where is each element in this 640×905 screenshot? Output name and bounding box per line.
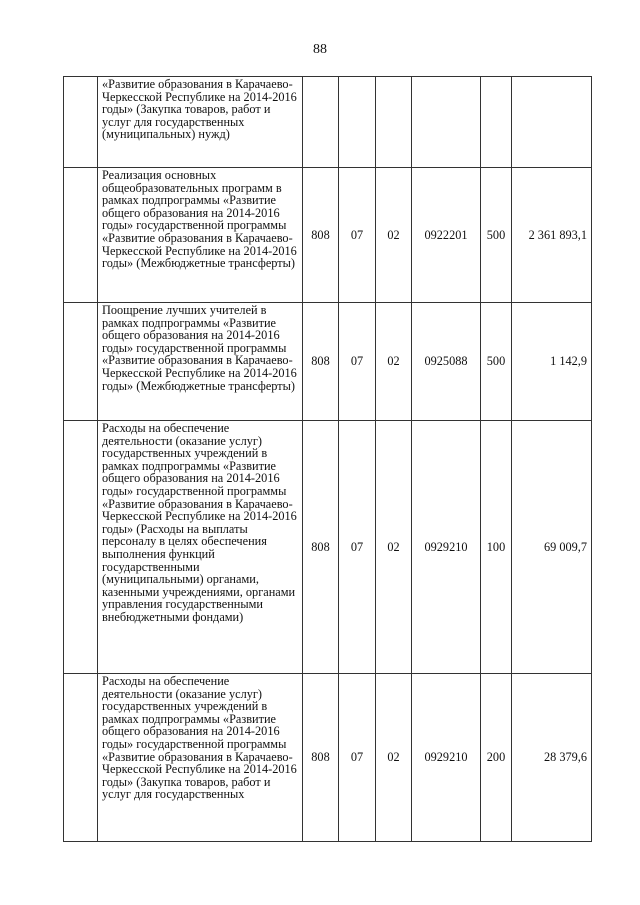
subsection-cell: [376, 77, 412, 168]
subsection-cell: 02: [376, 674, 412, 842]
expense-type-cell: 500: [481, 303, 512, 421]
ministry-cell: [303, 77, 339, 168]
budget-table: [63, 76, 592, 842]
table-row: [64, 77, 592, 168]
row-index-cell: [64, 674, 98, 842]
row-index-cell: [64, 168, 98, 303]
table-row: [64, 168, 592, 303]
budget-table-container: [63, 76, 591, 842]
target-article-cell: 0922201: [412, 168, 481, 303]
amount-cell: 28 379,6: [512, 674, 592, 842]
target-article-cell: 0929210: [412, 421, 481, 674]
table-row: [64, 674, 592, 842]
ministry-cell: 808: [303, 674, 339, 842]
expense-type-cell: 500: [481, 168, 512, 303]
amount-cell: [512, 77, 592, 168]
amount-cell: 69 009,7: [512, 421, 592, 674]
table-row: [64, 303, 592, 421]
description-cell: Реализация основных общеобразовательных программ в рамках подпрограммы «Развитие общего образования на 2014-2016 годы» государственной программы «Развитие образования в Карачаево-Черкесской Республике на 2014-2016 годы» (Межбюджетные трансферты): [98, 168, 303, 303]
section-cell: 07: [339, 303, 376, 421]
ministry-cell: 808: [303, 168, 339, 303]
table-row: [64, 421, 592, 674]
section-cell: 07: [339, 168, 376, 303]
row-index-cell: [64, 303, 98, 421]
subsection-cell: 02: [376, 421, 412, 674]
row-index-cell: [64, 77, 98, 168]
expense-type-cell: 200: [481, 674, 512, 842]
target-article-cell: 0925088: [412, 303, 481, 421]
expense-type-cell: [481, 77, 512, 168]
description-cell: Поощрение лучших учителей в рамках подпрограммы «Развитие общего образования на 2014-2016 годы» государственной программы «Развитие образования в Карачаево-Черкесской Республике на 2014-2016 годы» (Межбюджетные трансферты): [98, 303, 303, 421]
ministry-cell: 808: [303, 303, 339, 421]
section-cell: 07: [339, 421, 376, 674]
section-cell: [339, 77, 376, 168]
description-cell: Расходы на обеспечение деятельности (оказание услуг) государственных учреждений в рамках подпрограммы «Развитие общего образования на 2014-2016 годы» государственной программы «Развитие образования в Карачаево-Черкесской Республике на 2014-2016 годы» (Закупка товаров, работ и услуг для государственных: [98, 674, 303, 842]
description-cell: Расходы на обеспечение деятельности (оказание услуг) государственных учреждений в рамках подпрограммы «Развитие общего образования на 2014-2016 годы» государственной программы «Развитие образования в Карачаево-Черкесской Республике на 2014-2016 годы» (Расходы на выплаты персоналу в целях обеспечения выполнения функций государственными (муниципальными) органами, казенными учреждениями, органами управления государственными внебюджетными фондами): [98, 421, 303, 674]
amount-cell: 1 142,9: [512, 303, 592, 421]
expense-type-cell: 100: [481, 421, 512, 674]
section-cell: 07: [339, 674, 376, 842]
amount-cell: 2 361 893,1: [512, 168, 592, 303]
page-number: 88: [313, 42, 327, 57]
row-index-cell: [64, 421, 98, 674]
target-article-cell: 0929210: [412, 674, 481, 842]
description-cell: «Развитие образования в Карачаево-Черкесской Республике на 2014-2016 годы» (Закупка товаров, работ и услуг для государственных (муниципальных) нужд): [98, 77, 303, 168]
ministry-cell: 808: [303, 421, 339, 674]
subsection-cell: 02: [376, 168, 412, 303]
subsection-cell: 02: [376, 303, 412, 421]
target-article-cell: [412, 77, 481, 168]
